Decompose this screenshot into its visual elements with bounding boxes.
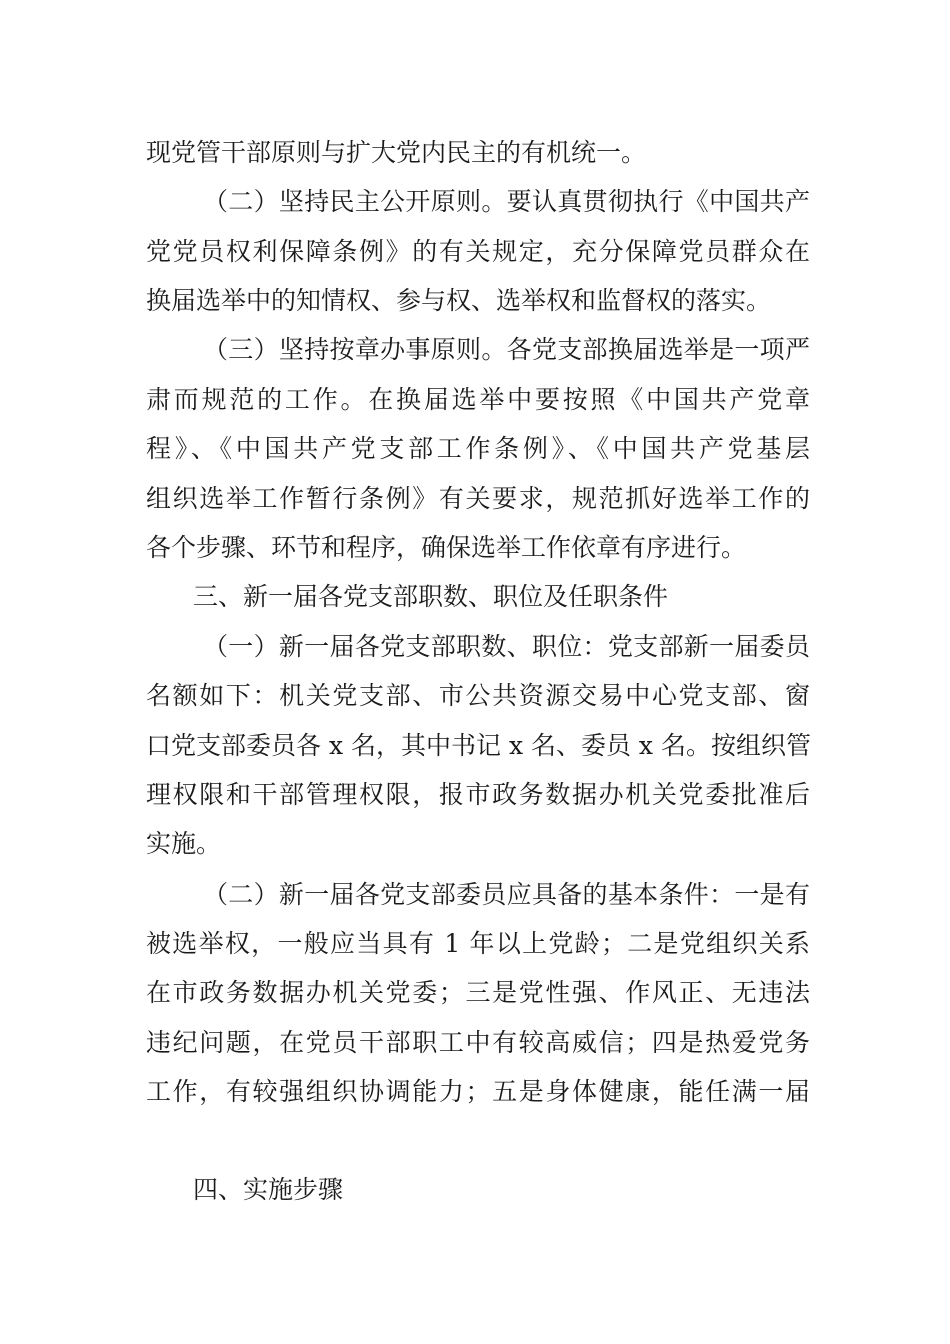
text-line-12: 名额如下：机关党支部、市公共资源交易中心党支部、窗 [146,681,810,710]
section-heading-4: 四、实施步骤 [193,1175,344,1204]
text-line-17: 被选举权，一般应当具有 1 年以上党龄；二是党组织关系 [146,929,810,958]
text-line-6: 肃而规范的工作。在换届选举中要按照《中国共产党章 [146,385,810,414]
text-line-18: 在市政务数据办机关党委；三是党性强、作风正、无违法 [146,978,810,1007]
text-line-1: 现党管干部原则与扩大党内民主的有机统一。 [146,138,647,167]
text-line-8: 组织选举工作暂行条例》有关要求，规范抓好选举工作的 [146,484,810,513]
text-line-14: 理权限和干部管理权限，报市政务数据办机关党委批准后 [146,780,810,809]
text-line-2: （二）坚持民主公开原则。要认真贯彻执行《中国共产 [203,187,810,216]
text-line-7: 程》、《中国共产党支部工作条例》、《中国共产党基层 [146,434,810,463]
text-line-3: 党党员权利保障条例》的有关规定，充分保障党员群众在 [146,237,810,266]
text-line-16: （二）新一届各党支部委员应具备的基本条件：一是有 [203,880,810,909]
text-line-15: 实施。 [146,829,222,858]
text-line-20: 工作，有较强组织协调能力；五是身体健康，能任满一届 [146,1077,810,1106]
text-line-9: 各个步骤、环节和程序，确保选举工作依章有序进行。 [146,533,747,562]
text-line-4: 换届选举中的知情权、参与权、选举权和监督权的落实。 [146,286,772,315]
text-line-5: （三）坚持按章办事原则。各党支部换届选举是一项严 [203,335,810,364]
section-heading-3: 三、新一届各党支部职数、职位及任职条件 [193,582,669,611]
text-line-19: 违纪问题，在党员干部职工中有较高威信；四是热爱党务 [146,1028,810,1057]
text-line-13: 口党支部委员各 x 名，其中书记 x 名、委员 x 名。按组织管 [146,731,811,760]
text-line-11: （一）新一届各党支部职数、职位：党支部新一届委员 [203,632,810,661]
